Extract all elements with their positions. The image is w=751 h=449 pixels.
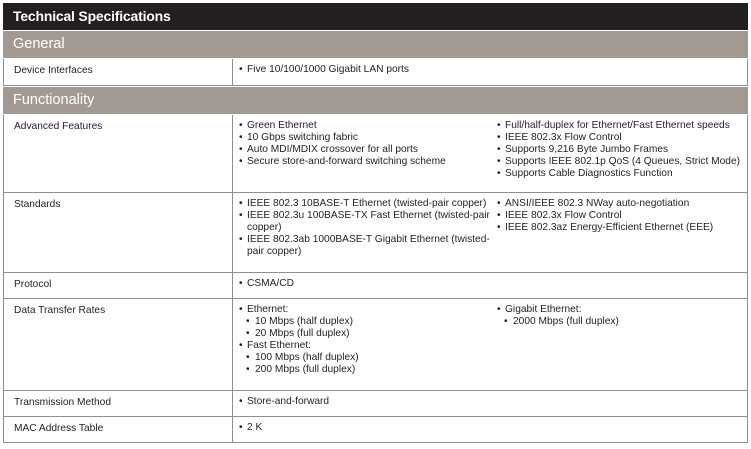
list-item: • Secure store-and-forward switching scheme xyxy=(239,156,497,168)
list-item: • Supports Cable Diagnostics Function xyxy=(497,168,747,180)
row-device-interfaces xyxy=(3,59,748,86)
value-list xyxy=(497,120,747,188)
list-item: • 200 Mbps (full duplex) xyxy=(239,364,497,376)
list-item: • Supports 9,216 Byte Jumbo Frames xyxy=(497,144,747,156)
list-item: • Store-and-forward xyxy=(239,396,497,408)
list-item: • Gigabit Ethernet: xyxy=(497,304,747,316)
row-mac-address-table xyxy=(3,417,748,443)
list-item: • 10 Mbps (half duplex) xyxy=(239,316,497,328)
list-item: • IEEE 802.3az Energy-Efficient Ethernet (EEE) xyxy=(497,222,747,234)
list-item: • 2000 Mbps (full duplex) xyxy=(497,316,747,328)
value-list xyxy=(497,198,747,268)
list-item: • 10 Gbps switching fabric xyxy=(239,132,497,144)
row-label: Data Transfer Rates xyxy=(4,299,233,390)
list-item: • Supports IEEE 802.1p QoS (4 Queues, Strict Mode) xyxy=(497,156,747,168)
list-item: • IEEE 802.3ab 1000BASE-T Gigabit Ethernet (twisted-pair copper) xyxy=(239,234,497,258)
section-functionality: Functionality xyxy=(3,86,748,115)
list-item: • Full/half-duplex for Ethernet/Fast Ethernet speeds xyxy=(497,120,747,132)
value-list xyxy=(239,422,497,438)
row-advanced-features xyxy=(3,115,748,193)
row-label: MAC Address Table xyxy=(4,417,233,442)
list-item: • CSMA/CD xyxy=(239,278,497,290)
list-item: • 2 K xyxy=(239,422,497,434)
row-label: Transmission Method xyxy=(4,391,233,416)
row-label: Standards xyxy=(4,193,233,272)
list-item: • IEEE 802.3x Flow Control xyxy=(497,210,747,222)
list-item: • IEEE 802.3x Flow Control xyxy=(497,132,747,144)
list-item: • 100 Mbps (half duplex) xyxy=(239,352,497,364)
table-title: Technical Specifications xyxy=(3,3,748,30)
row-transmission-method xyxy=(3,391,748,417)
value-list xyxy=(239,64,497,81)
list-item: • 20 Mbps (full duplex) xyxy=(239,328,497,340)
value-list xyxy=(497,304,747,386)
technical-specifications-table xyxy=(3,3,748,443)
list-item: • IEEE 802.3u 100BASE-TX Fast Ethernet (twisted-pair copper) xyxy=(239,210,497,234)
row-standards xyxy=(3,193,748,273)
list-item: • Fast Ethernet: xyxy=(239,340,497,352)
value-list xyxy=(239,304,497,386)
list-item: • IEEE 802.3 10BASE-T Ethernet (twisted-pair copper) xyxy=(239,198,497,210)
row-label: Device Interfaces xyxy=(4,59,233,85)
list-item: • ANSI/IEEE 802.3 NWay auto-negotiation xyxy=(497,198,747,210)
list-item: • Ethernet: xyxy=(239,304,497,316)
row-protocol xyxy=(3,273,748,299)
value-list xyxy=(239,278,497,294)
section-general: General xyxy=(3,30,748,59)
list-item: • Auto MDI/MDIX crossover for all ports xyxy=(239,144,497,156)
list-item: • Green Ethernet xyxy=(239,120,497,132)
row-label: Protocol xyxy=(4,273,233,298)
row-data-transfer-rates xyxy=(3,299,748,391)
value-list xyxy=(239,198,497,268)
value-list xyxy=(239,120,497,188)
row-label: Advanced Features xyxy=(4,115,233,192)
value-list xyxy=(239,396,497,412)
list-item: • Five 10/100/1000 Gigabit LAN ports xyxy=(239,64,497,76)
